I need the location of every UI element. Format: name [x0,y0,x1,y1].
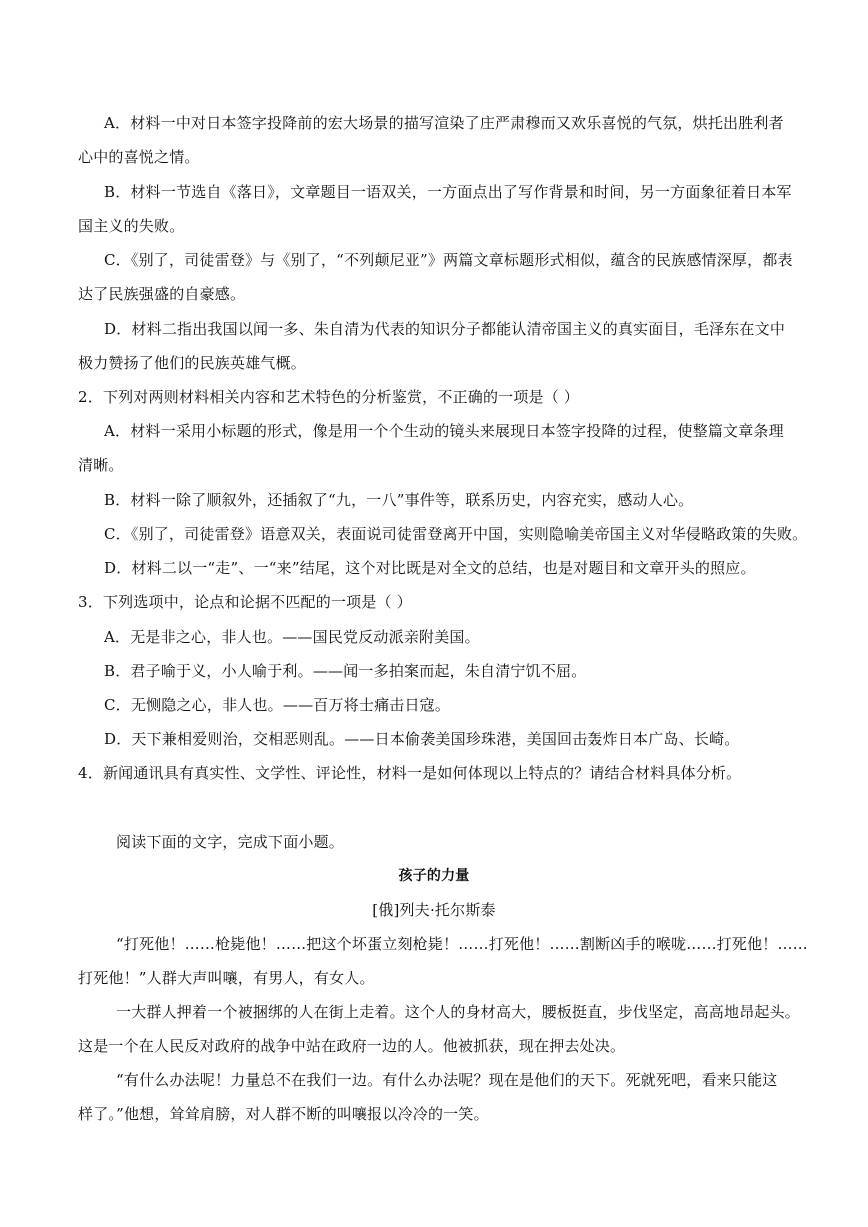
q2-option-a-cont: 清晰。 [78,456,124,474]
q1-option-b-cont: 国主义的失败。 [78,217,185,235]
story-paragraph-2: 一大群人押着一个被捆绑的人在街上走着。这个人的身材高大，腰板挺直，步伐坚定，高高地昂起头。 [116,1003,801,1021]
q1-option-d: D．材料二指出我国以闻一多、朱自清为代表的知识分子都能认清帝国主义的真实面目，毛泽东在文中 [104,320,786,338]
q2-option-d: D．材料二以一“走”、一“来”结尾，这个对比既是对全文的总结，也是对题目和文章开头的照应。 [104,559,756,577]
story-paragraph-3-cont: 样了。”他想，耸耸肩膀，对人群不断的叫嚷报以冷冷的一笑。 [78,1105,489,1123]
q3-option-c: C．无恻隐之心，非人也。——百万将士痛击日寇。 [104,696,451,714]
q3-option-b: B．君子喻于义，小人喻于利。——闻一多拍案而起，朱自清宁饥不屈。 [104,662,587,680]
q1-option-a-cont: 心中的喜悦之情。 [78,148,200,166]
q1-option-b: B．材料一节选自《落日》，文章题目一语双关，一方面点出了写作背景和时间，另一方面象征着日本军 [104,183,792,201]
reading-instruction: 阅读下面的文字，完成下面小题。 [116,833,345,851]
story-paragraph-3: “有什么办法呢！力量总不在我们一边。有什么办法呢？现在是他们的天下。死就死吧，看来只能这 [116,1071,778,1089]
q1-option-c-cont: 达了民族强盛的自豪感。 [78,285,246,303]
q3-option-d: D．天下兼相爱则治，交相恶则乱。——日本偷袭美国珍珠港，美国回击轰炸日本广岛、长崎。 [104,730,740,748]
story-paragraph-1: “打死他！……枪毙他！……把这个坏蛋立刻枪毙！……打死他！……割断凶手的喉咙……打死他！…… [116,935,808,953]
q2-stem: 2．下列对两则材料相关内容和艺术特色的分析鉴赏，不正确的一项是（ ） [78,388,580,406]
q4-stem: 4．新闻通讯具有真实性、文学性、评论性，材料一是如何体现以上特点的？请结合材料具体分析。 [78,764,742,782]
q3-option-a: A．无是非之心，非人也。——国民党反动派亲附美国。 [104,628,480,646]
story-author: [俄]列夫·托尔斯泰 [372,901,496,919]
q1-option-c: C．《别了，司徒雷登》与《别了，“不列颠尼亚”》两篇文章标题形式相似，蕴含的民族感情深厚，都表 [104,251,793,269]
story-title: 孩子的力量 [398,868,470,884]
story-paragraph-2-cont: 这是一个在人民反对政府的战争中站在政府一边的人。他被抓获，现在押去处决。 [78,1037,626,1055]
q2-option-b: B．材料一除了顺叙外，还插叙了“九，一八”事件等，联系历史，内容充实，感动人心。 [104,491,694,509]
q1-option-a: A．材料一中对日本签字投降前的宏大场景的描写渲染了庄严肃穆而又欢乐喜悦的气氛，烘托出胜利者 [104,114,784,132]
q2-option-c: C．《别了，司徒雷登》语意双关，表面说司徒雷登离开中国，实则隐喻美帝国主义对华侵略政策的失败。 [104,525,808,543]
q3-stem: 3．下列选项中，论点和论据不匹配的一项是（ ） [78,593,412,611]
q1-option-d-cont: 极力赞扬了他们的民族英雄气概。 [78,354,307,372]
story-paragraph-1-cont: 打死他！”人群大声叫嚷，有男人，有女人。 [78,969,375,987]
q2-option-a: A．材料一采用小标题的形式，像是用一个个生动的镜头来展现日本签字投降的过程，使整篇文章条理 [104,422,784,440]
